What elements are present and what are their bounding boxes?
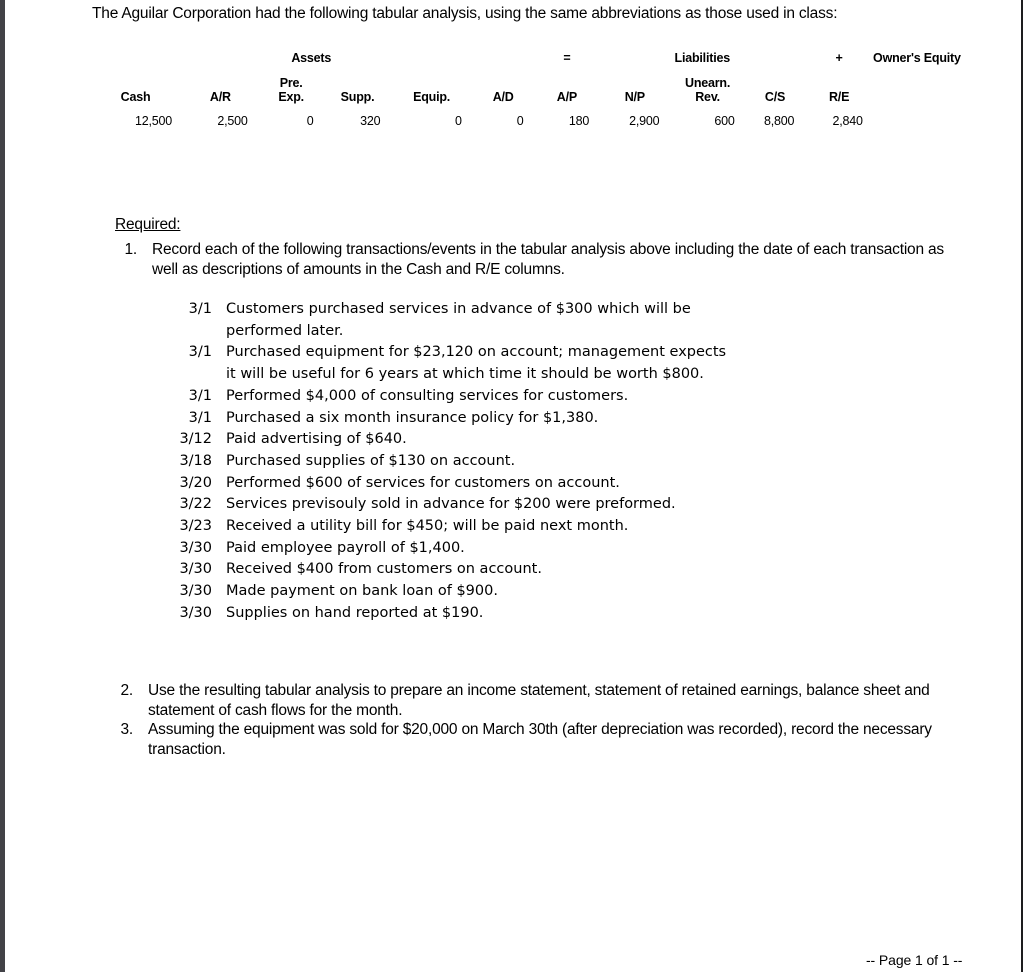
cell-cs-balance: 8,800 [764, 114, 795, 128]
group-header-owners-equity: Owner's Equity [873, 51, 961, 65]
transaction-list [168, 299, 728, 625]
cell-gap [469, 105, 476, 130]
required-item-1-text: Record each of the following transactions/events in the tabular analysis above including the date of each transaction as well as descriptions of amounts in the Cash and R/E columns. [152, 241, 944, 278]
cell-gap [596, 105, 603, 130]
transaction-description: Made payment on bank loan of $900. [226, 583, 498, 600]
col-gap [742, 66, 749, 105]
tabular-analysis [92, 48, 964, 130]
transaction-description: Purchased equipment for $23,120 on account; management expects it will be useful for 6 years at which time it should be worth $800. [226, 344, 727, 383]
cell-re-balance: 2,840 [832, 114, 863, 128]
cell-gap [387, 105, 394, 130]
column-label-unearn-rev [674, 66, 742, 105]
transaction-row [168, 299, 728, 342]
transaction-row [168, 451, 728, 473]
transaction-row [168, 473, 728, 495]
cell-gap [666, 105, 673, 130]
cell-gap [742, 105, 749, 130]
transaction-row [168, 342, 728, 385]
cell-ad-balance: 0 [516, 114, 524, 128]
column-label-ar: A/R [209, 90, 231, 104]
transaction-date: 3/23 [179, 518, 212, 535]
required-item-3-text: Assuming the equipment was sold for $20,000 on March 30th (after depreciation was recorded), record the necessary transaction. [148, 721, 932, 758]
transaction-row [168, 538, 728, 560]
transaction-description: Received a utility bill for $450; will be paid next month. [226, 518, 629, 535]
cell-np-balance: 2,900 [629, 114, 660, 128]
required-items-list-top [115, 240, 945, 279]
table-data-row [92, 105, 964, 130]
transaction-row [168, 386, 728, 408]
column-label-equip: Equip. [413, 90, 451, 104]
cell-cash-balance: 12,500 [134, 114, 173, 128]
required-heading: Required: [115, 216, 181, 233]
transaction-description: Services previsouly sold in advance for $200 were preformed. [226, 496, 676, 513]
transaction-date: 3/20 [179, 474, 212, 491]
column-label-pre-exp-line1: Pre. [279, 76, 303, 90]
column-label-np: N/P [624, 90, 645, 104]
tabular-analysis-table [92, 48, 964, 130]
transaction-description: Paid advertising of $640. [226, 431, 407, 448]
col-gap [387, 66, 394, 105]
table-group-header-row [92, 48, 964, 66]
transaction-date: 3/1 [188, 301, 212, 317]
transaction-row [168, 494, 728, 516]
required-item-3 [111, 720, 949, 759]
transaction-row [168, 429, 728, 451]
transaction-date: 3/1 [188, 344, 212, 361]
required-items-list-bottom [111, 681, 949, 759]
column-label-ad: A/D [492, 90, 514, 104]
intro-paragraph: The Aguilar Corporation had the following tabular analysis, using the same abbreviations as those used in class: [92, 5, 838, 22]
transaction-description: Paid employee payroll of $1,400. [226, 539, 465, 556]
cell-ar-balance: 2,500 [217, 114, 248, 128]
table-column-label-row [92, 66, 964, 105]
transaction-date: 3/1 [188, 387, 212, 404]
col-gap-tail [870, 66, 964, 105]
transaction-date: 3/30 [179, 539, 212, 556]
transaction-row [168, 581, 728, 603]
transaction-date: 3/12 [179, 431, 212, 448]
col-gap [179, 66, 186, 105]
column-label-re: R/E [828, 90, 850, 104]
transaction-description: Performed $600 of services for customers on account. [226, 474, 620, 491]
group-header-spacer-1 [531, 48, 538, 66]
column-label-pre-exp-line2: Exp. [278, 90, 304, 104]
column-label-cs: C/S [764, 90, 786, 104]
group-header-equals-sign: = [563, 51, 571, 65]
group-header-assets: Assets [291, 51, 332, 65]
required-item-1-number: 1. [124, 241, 137, 258]
transaction-row [168, 559, 728, 581]
cell-gap-tail [870, 105, 964, 130]
transaction-date: 3/22 [179, 496, 212, 513]
transaction-date: 3/30 [179, 583, 212, 600]
transaction-date: 3/1 [188, 409, 212, 426]
required-item-2-text: Use the resulting tabular analysis to prepare an income statement, statement of retained earnings, balance sheet and statement of cash flows for the month. [148, 682, 930, 719]
transaction-date: 3/18 [179, 452, 212, 469]
transaction-description: Received $400 from customers on account. [226, 561, 542, 578]
cell-supp-balance: 320 [360, 114, 381, 128]
transaction-date: 3/30 [179, 561, 212, 578]
transaction-row [168, 408, 728, 430]
cell-gap [255, 105, 262, 130]
cell-equip-balance: 0 [454, 114, 462, 128]
col-gap [801, 66, 808, 105]
required-item-2-number: 2. [120, 682, 133, 699]
transaction-description: Customers purchased services in advance of $300 which will be performed later. [226, 301, 691, 339]
transaction-date: 3/30 [179, 604, 212, 621]
group-header-liabilities: Liabilities [674, 51, 730, 65]
transaction-description: Purchased supplies of $130 on account. [226, 452, 516, 469]
column-label-unearn-rev-line1: Unearn. [685, 76, 731, 90]
column-label-ap: A/P [556, 90, 577, 104]
group-header-spacer-3 [801, 48, 808, 66]
required-item-2 [111, 681, 949, 720]
transaction-description: Supplies on hand reported at $190. [226, 604, 484, 621]
col-gap [469, 66, 476, 105]
col-gap [255, 66, 262, 105]
required-item-1 [115, 240, 945, 279]
cell-gap [321, 105, 328, 130]
page-footer: -- Page 1 of 1 -- [866, 952, 963, 968]
col-gap [666, 66, 673, 105]
cell-gap [531, 105, 538, 130]
cell-gap [801, 105, 808, 130]
col-gap [531, 66, 538, 105]
col-gap [596, 66, 603, 105]
transaction-row [168, 603, 728, 625]
column-label-supp: Supp. [340, 90, 375, 104]
group-header-spacer-2 [596, 48, 603, 66]
cell-gap [179, 105, 186, 130]
column-label-cash: Cash [120, 90, 151, 104]
group-header-plus-sign: + [835, 51, 843, 65]
transaction-description: Purchased a six month insurance policy for $1,380. [226, 409, 599, 426]
cell-unearn-rev-balance: 600 [714, 114, 735, 128]
required-item-3-number: 3. [120, 721, 133, 738]
cell-pre-exp-balance: 0 [306, 114, 314, 128]
column-label-pre-exp [262, 66, 321, 105]
cell-ap-balance: 180 [568, 114, 590, 128]
transaction-row [168, 516, 728, 538]
transaction-description: Performed $4,000 of consulting services for customers. [226, 387, 629, 404]
column-label-unearn-rev-line2: Rev. [695, 90, 720, 104]
col-gap [321, 66, 328, 105]
